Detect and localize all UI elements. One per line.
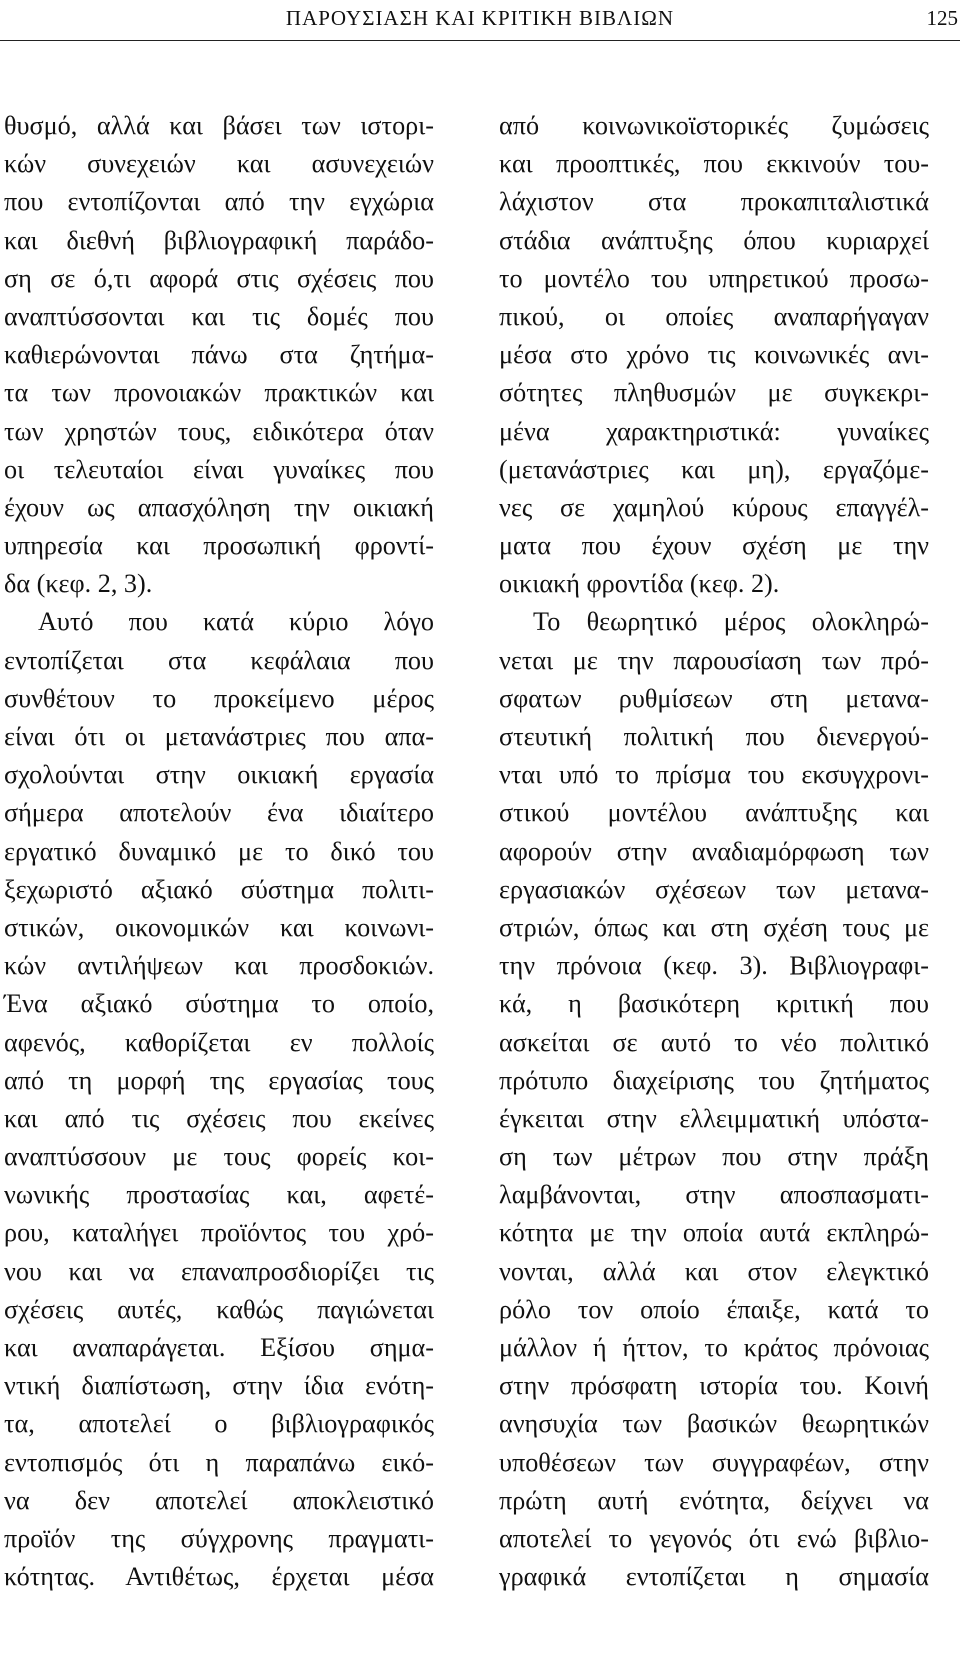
text-line: είναι ότι οι μετανάστριες που απα- <box>4 722 434 751</box>
text-line: ματα που έχουν σχέση με την <box>499 531 929 561</box>
text-line: κότητα με την οποία αυτά εκπληρώ- <box>499 1218 929 1248</box>
text-line: λάχιστον στα προκαπιταλιστικά <box>499 187 929 217</box>
text-line: των χρηστών τους, ειδικότερα όταν <box>4 416 434 446</box>
text-line: σχολούνται στην οικιακή εργασία <box>4 760 434 790</box>
text-line: κών αντιλήψεων και προσδοκιών. <box>4 951 434 981</box>
text-line: ρόλο τον οποίο έπαιξε, κατά το <box>499 1294 929 1324</box>
text-line: Το θεωρητικό μέρος ολοκληρώ- <box>533 607 929 637</box>
text-line: αναπτύσσονται και τις δομές που <box>4 301 434 331</box>
text-line: υπηρεσία και προσωπική φροντί- <box>4 531 434 561</box>
text-line: σφατων ρυθμίσεων στη μετανα- <box>499 683 929 713</box>
text-line: υποθέσεων των συγγραφέων, στην <box>499 1447 929 1477</box>
text-line: νωνικής προστασίας και, αφετέ- <box>4 1180 434 1210</box>
text-line: μάλλον ή ήττον, το κράτος πρόνοιας <box>499 1333 929 1362</box>
text-line: νου και να επαναπροσδιορίζει τις <box>4 1256 434 1286</box>
text-line: στευτική πολιτική που διενεργού- <box>499 722 929 751</box>
text-line: εργασιακών σχέσεων των μετανα- <box>499 874 929 904</box>
text-line: τα των προνοιακών πρακτικών και <box>4 378 434 408</box>
text-line: νες σε χαμηλού κύρους επαγγέλ- <box>499 492 929 522</box>
text-line: λαμβάνονται, στην αποσπασματι- <box>499 1180 929 1210</box>
text-line: και προοπτικές, που εκκινούν του- <box>499 149 929 179</box>
text-line: στικού μοντέλου ανάπτυξης και <box>499 798 929 828</box>
text-line: που εντοπίζονται από την εγχώρια <box>4 187 434 217</box>
text-line: εντοπίζεται στα κεφάλαια που <box>4 645 434 675</box>
text-line: πρότυπο διαχείρισης του ζητήματος <box>499 1065 929 1095</box>
text-line: πρώτη αυτή ενότητα, δείχνει να <box>499 1485 929 1515</box>
text-column-left <box>4 107 434 1596</box>
text-line: την πρόνοια (κεφ. 3). Βιβλιογραφι- <box>499 951 929 981</box>
running-title: ΠΑΡΟΥΣΙΑΣΗ ΚΑΙ ΚΡΙΤΙΚΗ ΒΙΒΛΙΩΝ <box>285 6 675 30</box>
text-line: προϊόν της σύγχρονης πραγματι- <box>4 1523 434 1553</box>
text-line: ση σε ό,τι αφορά στις σχέσεις που <box>4 263 434 293</box>
text-line: Αυτό που κατά κύριο λόγο <box>38 607 434 637</box>
text-line: συνθέτουν το προκείμενο μέρος <box>4 683 434 713</box>
text-line: Ένα αξιακό σύστημα το οποίο, <box>4 989 434 1019</box>
page-number: 125 <box>926 6 958 30</box>
text-line: ασκείται σε αυτό το νέο πολιτικό <box>499 1027 929 1057</box>
text-line: σότητες πληθυσμών με συγκεκρι- <box>499 378 929 408</box>
text-line: θυσμό, αλλά και βάσει των ιστορι- <box>4 111 434 140</box>
text-line: καθιερώνονται πάνω στα ζητήμα- <box>4 340 434 370</box>
text-line: οι τελευταίοι είναι γυναίκες που <box>4 454 434 484</box>
text-line: από τη μορφή της εργασίας τους <box>4 1065 434 1095</box>
text-line: μέσα στο χρόνο τις κοινωνικές ανι- <box>499 340 929 370</box>
text-line: έγκειται στην ελλειμματική υπόστα- <box>499 1103 929 1133</box>
text-line: και διεθνή βιβλιογραφική παράδο- <box>4 225 434 255</box>
text-line: αφενός, καθορίζεται εν πολλοίς <box>4 1027 434 1057</box>
text-line: (μετανάστριες και μη), εργαζόμε- <box>499 454 929 484</box>
text-line: και από τις σχέσεις που εκείνες <box>4 1103 434 1133</box>
text-line: κά, η βασικότερη κριτική που <box>499 989 929 1019</box>
text-line: εργατικό δυναμικό με το δικό του <box>4 836 434 866</box>
text-line: στάδια ανάπτυξης όπου κυριαρχεί <box>499 225 929 255</box>
text-line: στικών, οικονομικών και κοινωνι- <box>4 912 434 942</box>
text-line: τα, αποτελεί ο βιβλιογραφικός <box>4 1409 434 1439</box>
text-line: γραφικά εντοπίζεται η σημασία <box>499 1562 929 1592</box>
text-line: πικού, οι οποίες αναπαρήγαγαν <box>499 301 929 331</box>
text-line: στην πρόσφατη ιστορία του. Κοινή <box>499 1371 929 1401</box>
text-line: μένα χαρακτηριστικά: γυναίκες <box>499 416 929 446</box>
text-column-right <box>499 107 929 1596</box>
text-line: νται υπό το πρίσμα του εκσυγχρονι- <box>499 760 929 790</box>
text-line: ντική διαπίστωση, στην ίδια ενότη- <box>4 1371 434 1401</box>
text-line: εντοπισμός ότι η παραπάνω εικό- <box>4 1447 434 1477</box>
text-line: ση των μέτρων που στην πράξη <box>499 1142 929 1172</box>
text-line: κών συνεχειών και ασυνεχειών <box>4 149 434 179</box>
text-line: ανησυχία των βασικών θεωρητικών <box>499 1409 929 1439</box>
text-line: αποτελεί το γεγονός ότι ενώ βιβλιο- <box>499 1523 929 1553</box>
text-line: να δεν αποτελεί αποκλειστικό <box>4 1485 434 1515</box>
text-line: οικιακή φροντίδα (κεφ. 2). <box>499 569 780 599</box>
text-line: σήμερα αποτελούν ένα ιδιαίτερο <box>4 798 434 828</box>
text-line: από κοινωνικοϊστορικές ζυμώσεις <box>499 111 929 140</box>
text-line: το μοντέλο του υπηρετικού προσω- <box>499 263 929 293</box>
text-line: και αναπαράγεται. Εξίσου σημα- <box>4 1333 434 1362</box>
text-line: σχέσεις αυτές, καθώς παγιώνεται <box>4 1294 434 1324</box>
text-line: νονται, αλλά και στον ελεγκτικό <box>499 1256 929 1286</box>
text-line: έχουν ως απασχόληση την οικιακή <box>4 492 434 522</box>
text-line: στριών, όπως και στη σχέση τους με <box>499 912 929 942</box>
text-line: νεται με την παρουσίαση των πρό- <box>499 645 929 675</box>
running-header <box>0 0 960 41</box>
text-line: ξεχωριστό αξιακό σύστημα πολιτι- <box>4 874 434 904</box>
text-line: αναπτύσσουν με τους φορείς κοι- <box>4 1142 434 1172</box>
text-line: αφορούν στην αναδιαμόρφωση των <box>499 836 929 866</box>
text-line: δα (κεφ. 2, 3). <box>4 569 153 599</box>
text-line: ρου, καταλήγει προϊόντος του χρό- <box>4 1218 434 1248</box>
text-line: κότητας. Αντιθέτως, έρχεται μέσα <box>4 1562 434 1592</box>
